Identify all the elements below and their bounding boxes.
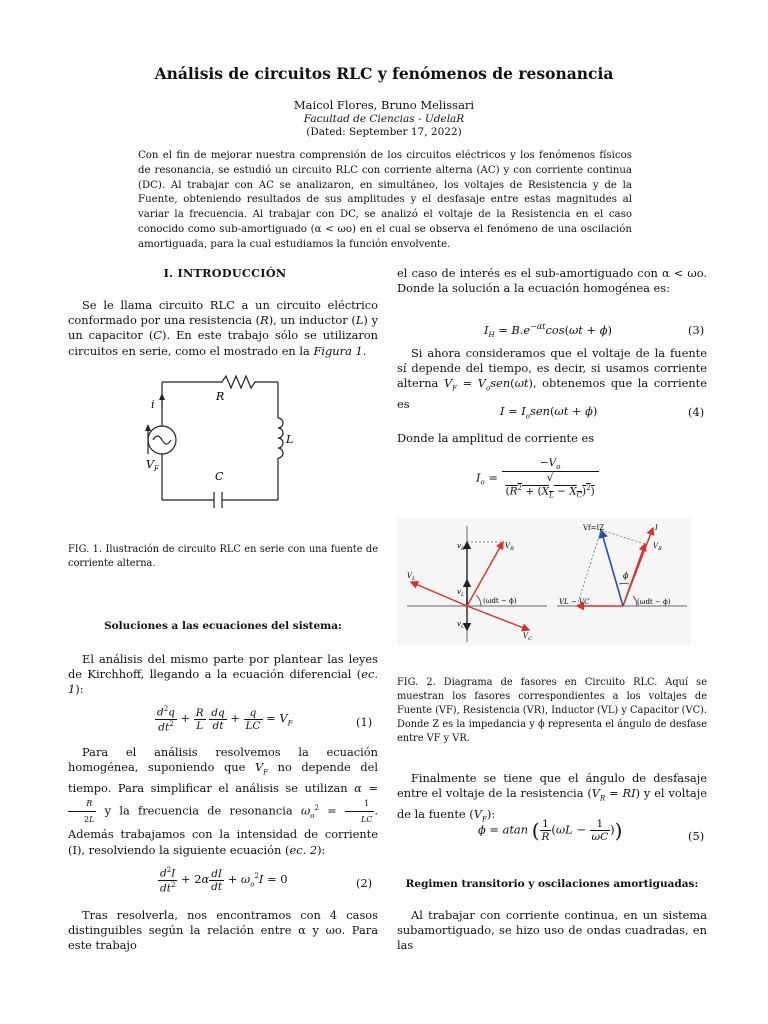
section-introduccion: I. INTRODUCCIÓN [163,266,287,280]
fig2-label-angle-left: (ωdt − ϕ) [483,597,517,605]
fig2-caption: FIG. 2. Diagrama de fasores en Circuito RLC. Aquí se muestran los fasores correspondientes a los voltajes de Fuente (VF), Resistencia (VR), Inductor (VL) y Capacitor (VC). Donde Z es la impedancia y ϕ representa el ángulo de desfase entre VF y VR. [397,677,708,744]
fig2-phasor-diagram [397,518,691,646]
fig2-label-angle-right: (ωdt − ϕ) [637,598,671,606]
homogeneous-paragraph: Para el análisis resolvemos la ecuación homogénea, suponiendo que $V_F$ no depende del tiempo. Para simplificar el análisis se utilizan α = $\frac{R}{2L}$ y la frecuencia de resonancia $\omega_o^2$ = $\frac{1}{LC}$ . Además trabajamos con la intensidad de corriente (I), resolviendo la siguiente ecuación (ec. 2): [68,745,379,857]
fig1-circuit-diagram [140,368,300,518]
equation-2-number: (2) [356,876,373,890]
fig2-label-VC: $V_C$ [523,632,532,642]
alterna-paragraph: Si ahora consideramos que el voltaje de la fuente sí depende del tiempo, es decir, si usamos corriente alterna $V_F = V_osen(\omega t)$, obtenemos que la corriente es [397,346,707,411]
paper-title: Análisis de circuitos RLC y fenómenos de resonancia [154,64,614,83]
kirchhoff-paragraph: El análisis del mismo parte por plantear las leyes de Kirchhoff, llegando a la ecuación diferencial (ec. 1): [68,652,378,697]
subsection-transitorio: Regimen transitorio y oscilaciones amortiguadas: [405,878,699,890]
subamortiguado-paragraph: el caso de interés es el sub-amortiguado con α < ωo. Donde la solución a la ecuación homogénea es: [397,266,707,296]
equation-2: $\frac{d^2I}{dt^2}$ + 2α $\frac{dI}{dt}$ + $\omega_o^2I = 0$ [160,866,288,894]
equation-amplitude: $I_o$ = $-V_o$ √ $(R^2 + (X_L - X_C)^2)$ [476,457,599,500]
equation-1-number: (1) [356,715,373,729]
fig2-label-VL: $V_L$ [407,572,416,582]
fig1-label-vf: $V_F$ [146,458,159,473]
affiliation: Facultad de Ciencias - UdelaR [303,113,465,125]
fig2-label-vR-axis: $v_R$ [457,542,465,552]
desfasaje-paragraph: Finalmente se tiene que el ángulo de desfasaje entre el voltaje de la resistencia $(V_R = RI)$ y el voltaje de la fuente $(V_F)$: [397,771,708,823]
fig1-label-i: i [151,398,155,411]
fig2-label-VR-right: $V_R$ [653,542,662,552]
intro-paragraph: Se le llama circuito RLC a un circuito eléctrico conformado por una resistencia (R), un inductor (L) y un capacitor (C). En este trabajo sólo se utilizaron circuitos en serie, como el mostrado en la Figura 1. [68,298,379,358]
equation-5-number: (5) [688,829,705,843]
fig2-label-vC-axis: $v_C$ [457,620,465,630]
amplitude-paragraph: Donde la amplitud de corriente es [397,431,595,445]
equation-4-number: (4) [688,405,705,419]
fig2-label-phi: ϕ [623,571,629,580]
fig1-label-R: R [216,390,225,403]
equation-4: $I = I_osen(\omega t + \phi)$ [500,404,598,421]
fig2-label-vf: Vf=IZ [583,524,605,532]
fig2-label-vl-minus-vc: VL − VC [559,598,590,606]
fig1-caption: FIG. 1. Ilustración de circuito RLC en serie con una fuente de corriente alterna. [68,544,378,569]
cases-paragraph: Tras resolverla, nos encontramos con 4 casos distinguibles según la relación entre α y ωo. Para este trabajo [68,908,378,953]
fig2-label-VR: $V_R$ [505,542,514,552]
fig1-label-L: L [286,433,294,446]
equation-3-number: (3) [688,323,705,337]
equation-1: $\frac{d^2q}{dt^2}$ + $\frac{R}{L}$ $\frac{dq}{dt}$ + $\frac{q}{LC}$ = $V_F$ [157,705,293,733]
equation-5: ϕ = atan ( $\frac{1}{R}$ (ωL − $\frac{1}{\omega C}$ )) [478,818,623,843]
date-line: (Dated: September 17, 2022) [306,126,462,138]
continua-paragraph: Al trabajar con corriente continua, en un sistema subamortiguado, se hizo uso de ondas cuadradas, en las [397,908,707,953]
fig1-label-C: C [215,470,224,483]
equation-3: $I_H = B.e^{-\alpha t}\cos(\omega t + \phi)$ [484,322,612,340]
fig2-label-vL-axis: $v_L$ [457,588,465,598]
authors: Maicol Flores, Bruno Melissari [293,98,475,112]
fig2-label-I: I [655,524,658,532]
subsection-soluciones: Soluciones a las ecuaciones del sistema: [104,620,342,632]
abstract: Con el fin de mejorar nuestra comprensión de los circuitos eléctricos y los fenómenos físicos de resonancia, se estudió un circuito RLC con corriente alterna (AC) y con corriente continua (DC). Al trabajar con AC se analizaron, en simultáneo, los voltajes de Resistencia y de la Fuente, obteniendo resultados de sus amplitudes y el desfasaje entre estas magnitudes al variar la frecuencia. Al trabajar con DC, se analizó el voltaje de la Resistencia en el caso conocido como sub-amortiguado (α < ωo) en el cual se observa el fenómeno de una oscilación amortiguada, para la cual estudiamos la función envolvente. [138,150,632,250]
